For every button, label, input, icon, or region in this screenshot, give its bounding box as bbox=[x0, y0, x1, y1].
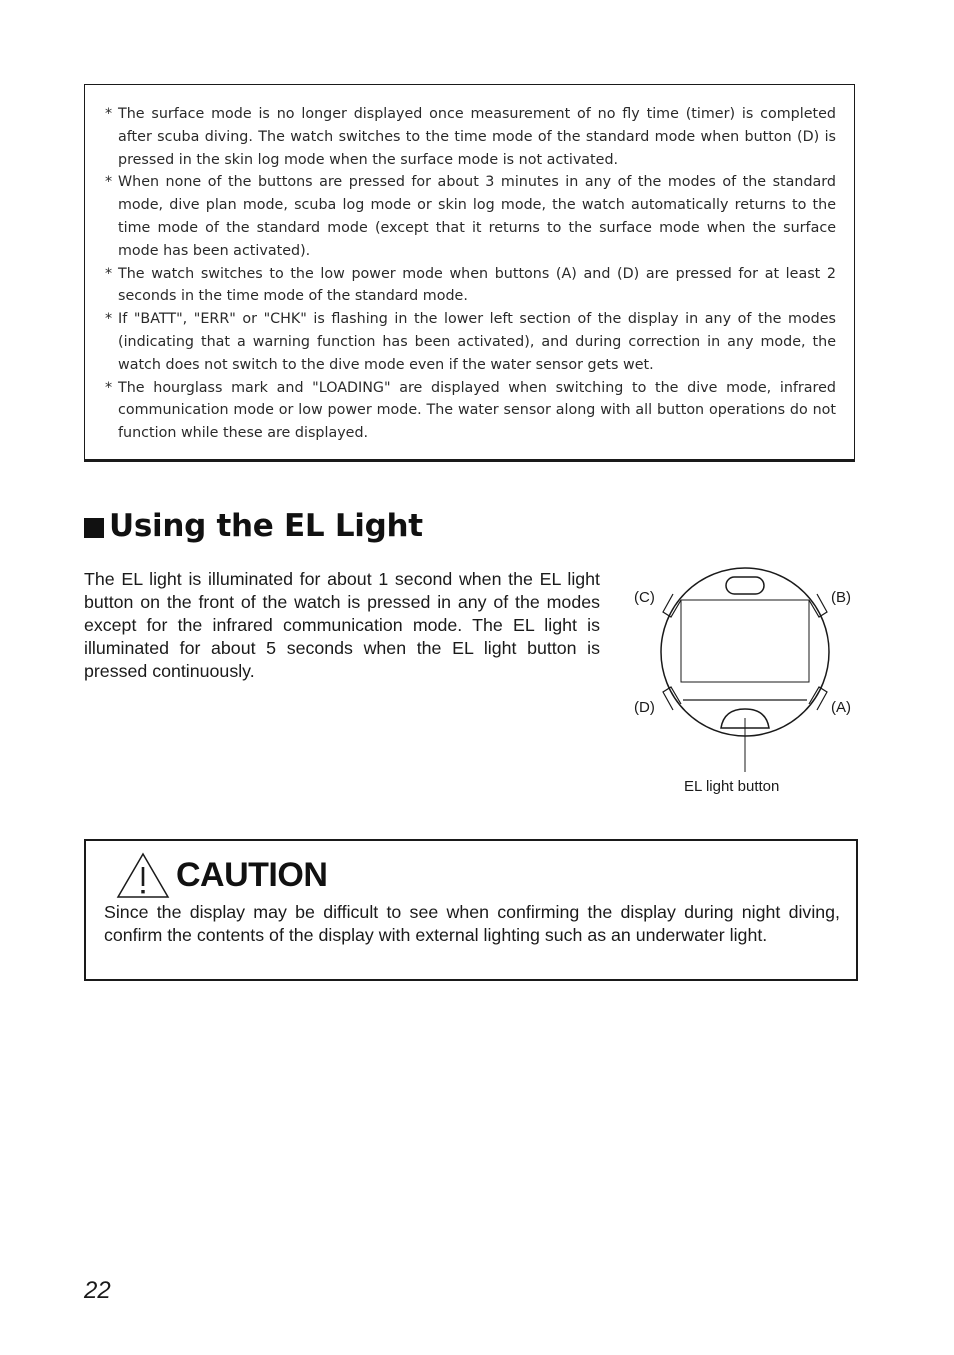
note-item: * If "BATT", "ERR" or "CHK" is flashing in the lower left section of the display in any of the modes (indicating that a warning function has been activated), and during correction in any mode, the watch does not switch to the dive mode even if the water sensor gets wet. bbox=[105, 308, 836, 376]
watch-top-oval bbox=[726, 577, 764, 594]
note-item: * The hourglass mark and "LOADING" are displayed when switching to the dive mode, infrared communication mode or low power mode. The water sensor along with all button operations do not function while these are displayed. bbox=[105, 377, 836, 445]
caution-box bbox=[84, 839, 858, 981]
note-item: * When none of the buttons are pressed for about 3 minutes in any of the modes of the standard mode, dive plan mode, scuba log mode or skin log mode, the watch automatically returns to the time mode of the standard mode (except that it returns to the surface mode when the surface mode has been activated). bbox=[105, 171, 836, 262]
notes-list bbox=[85, 85, 854, 445]
section-title-text: Using the EL Light bbox=[109, 508, 423, 544]
warning-triangle-icon bbox=[116, 851, 170, 899]
watch-case bbox=[661, 568, 829, 736]
black-square-icon bbox=[84, 518, 104, 538]
watch-display bbox=[681, 600, 809, 682]
watch-diagram bbox=[620, 560, 870, 810]
button-b-icon bbox=[809, 594, 827, 617]
button-a-icon bbox=[809, 687, 827, 710]
section-title bbox=[84, 508, 423, 544]
label-d: (D) bbox=[634, 699, 655, 716]
button-d-icon bbox=[663, 687, 681, 710]
el-light-paragraph: The EL light is illuminated for about 1 second when the EL light button on the front of the watch is pressed in any of the modes except for the infrared communication mode. The EL light is illuminated for about 5 seconds when the EL light button is pressed continuously. bbox=[84, 569, 600, 681]
note-item: * The watch switches to the low power mode when buttons (A) and (D) are pressed for at least 2 seconds in the time mode of the standard mode. bbox=[105, 263, 836, 309]
page-number: 22 bbox=[84, 1277, 111, 1304]
button-c-icon bbox=[663, 594, 681, 617]
caution-heading bbox=[116, 851, 327, 899]
notes-box bbox=[84, 84, 855, 462]
label-a: (A) bbox=[831, 699, 851, 716]
label-c: (C) bbox=[634, 589, 655, 606]
el-light-button-caption: EL light button bbox=[684, 778, 780, 795]
caution-text: Since the display may be difficult to see when confirming the display during night diving, confirm the contents of the display with external lighting such as an underwater light. bbox=[104, 902, 840, 945]
label-b: (B) bbox=[831, 589, 851, 606]
caution-title: CAUTION bbox=[176, 855, 328, 894]
note-item: * The surface mode is no longer displayed once measurement of no fly time (timer) is completed after scuba diving. The watch switches to the time mode of the standard mode when button (D) is pressed in the skin log mode when the surface mode is not activated. bbox=[105, 103, 836, 171]
